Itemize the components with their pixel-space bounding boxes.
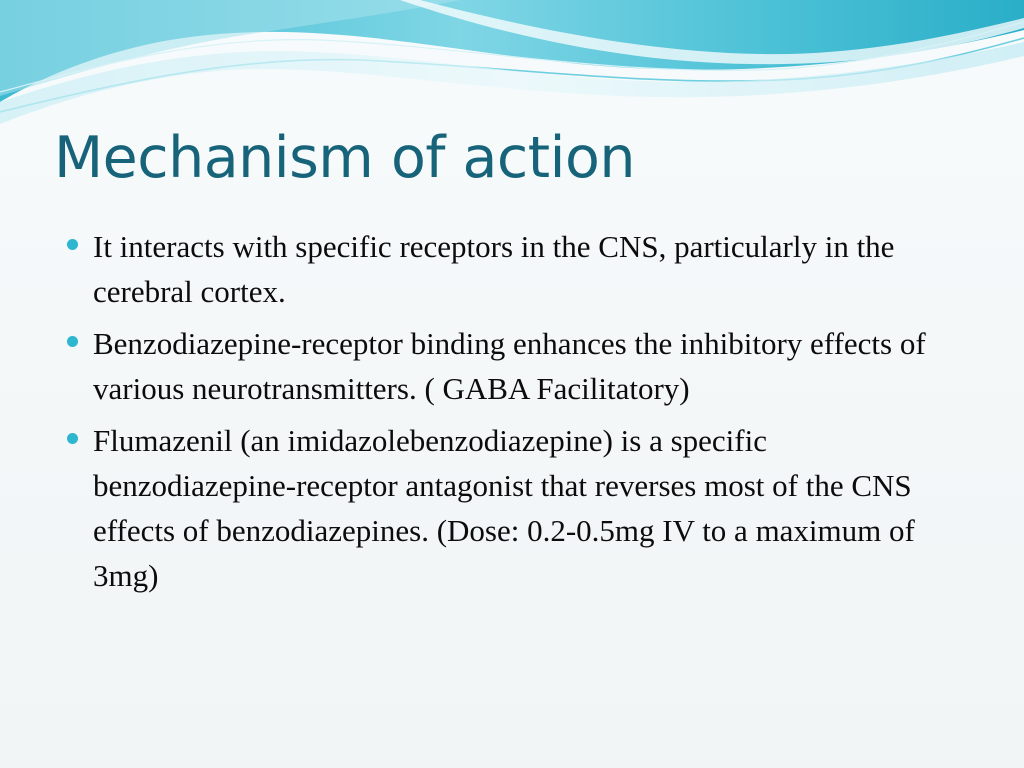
bullet-text: Benzodiazepine-receptor binding enhances the inhibitory effects of various neurotransmitters. ( GABA Facilitatory)	[93, 326, 926, 406]
bullet-dot-icon	[67, 433, 78, 444]
bullet-item	[66, 321, 976, 411]
slide-title: Mechanism of action	[54, 125, 635, 191]
bullet-text: Flumazenil (an imidazolebenzodiazepine) is a specific benzodiazepine-receptor antagonist that reverses most of the CNS effects of benzodiazepines. (Dose: 0.2-0.5mg IV to a maximum of 3mg)	[93, 423, 915, 593]
bullet-dot-icon	[67, 336, 78, 347]
bullet-item	[66, 224, 976, 314]
bullet-item	[66, 418, 976, 598]
bullet-dot-icon	[67, 239, 78, 250]
bullet-text: It interacts with specific receptors in the CNS, particularly in the cerebral cortex.	[93, 229, 895, 309]
bullet-list	[66, 224, 976, 605]
header-wave-decoration	[0, 0, 1024, 130]
